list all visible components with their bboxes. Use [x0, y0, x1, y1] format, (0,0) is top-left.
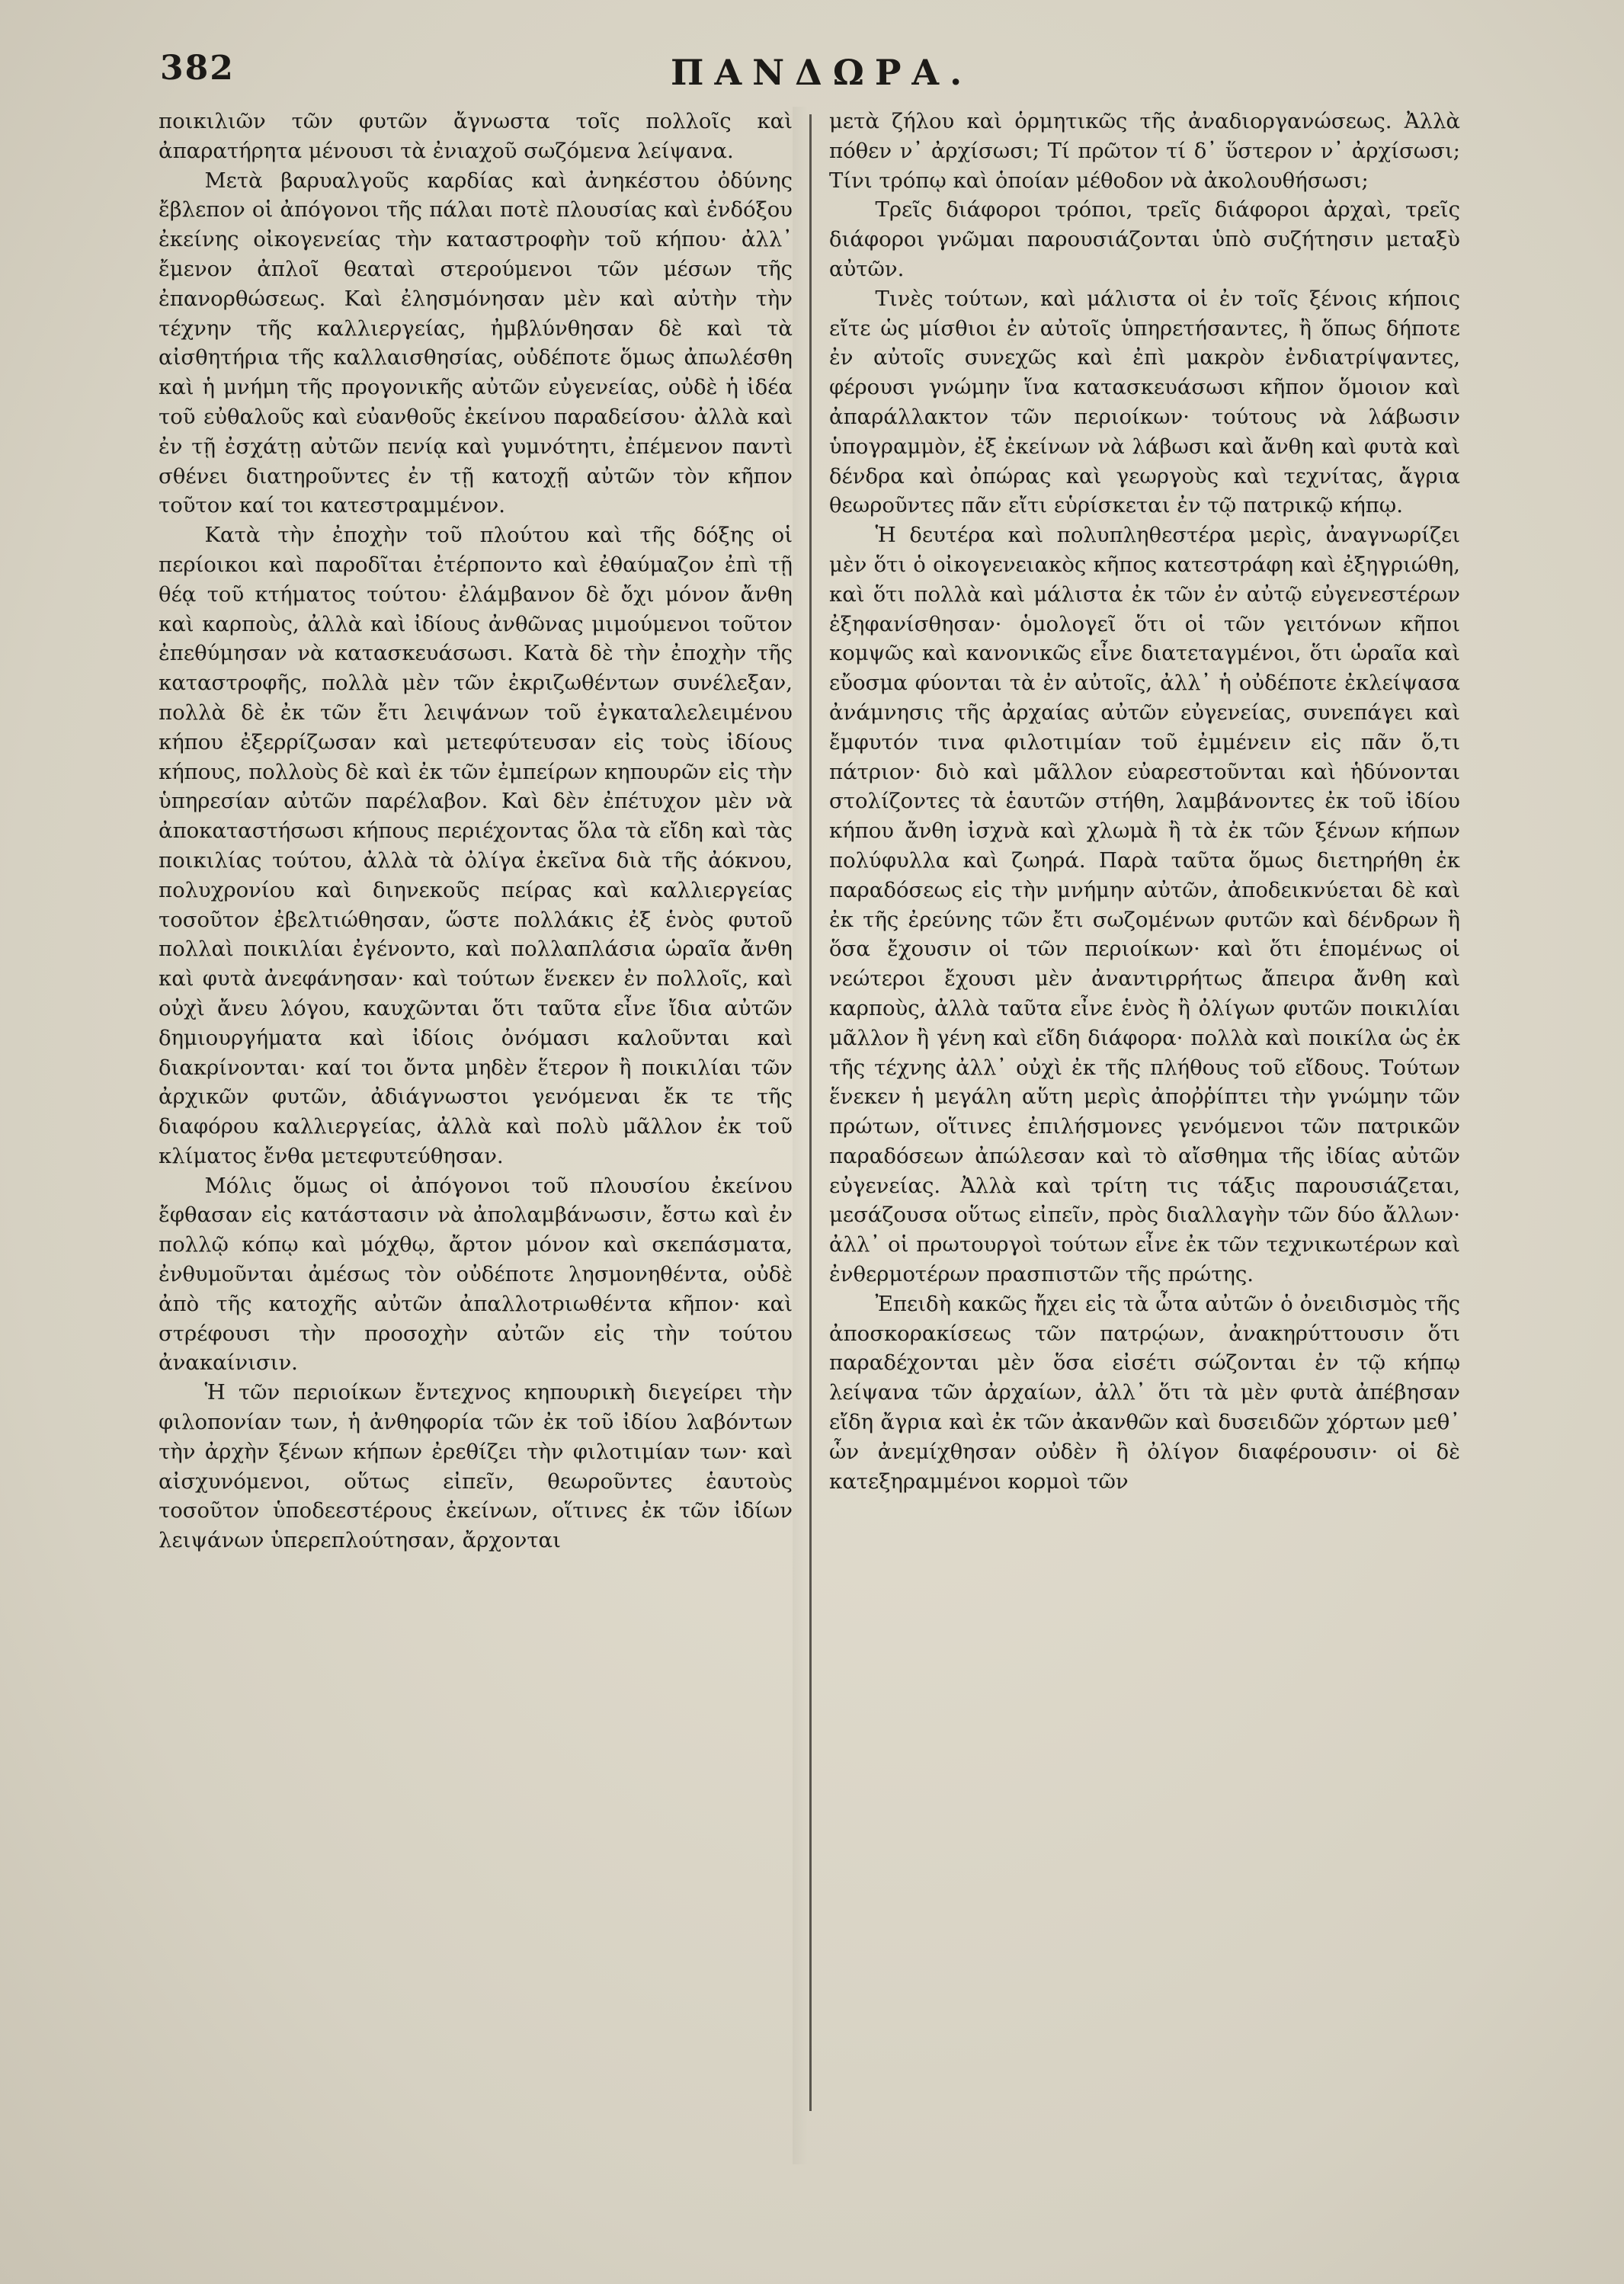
column-divider [809, 114, 812, 2111]
running-title: ΠΑΝΔΩΡΑ. [671, 52, 973, 93]
paragraph: Τρεῖς διάφοροι τρόποι, τρεῖς διάφοροι ἀρχαὶ, τρεῖς διάφοροι γνῶμαι παρουσιάζονται ὑπὸ συζήτησιν μεταξὺ αὐτῶν. [829, 197, 1460, 281]
paragraph: Ἡ δευτέρα καὶ πολυπληθεστέρα μερὶς, ἀναγνωρίζει μὲν ὅτι ὁ οἰκογενειακὸς κῆπος κατεστράφη καὶ ἐξηγριώθη, καὶ ὅτι πολλὰ καὶ μάλιστα ἐκ τῶν ἐν αὐτῷ εὐγενεστέρων ἐξηφανίσθησαν· ὁμολογεῖ ὅτι οἱ τῶν γειτόνων κῆποι κομψῶς καὶ κανονικῶς εἶνε διατεταγμένοι, ὅτι ὡραῖα καὶ εὔοσμα φύονται τὰ ἐν αὐτοῖς, ἀλλ᾽ ἡ οὐδέποτε ἐκλείψασα ἀνάμνησις τῆς ἀρχαίας αὐτῶν εὐγενείας, συνεπάγει καὶ ἔμφυτόν τινα φιλοτιμίαν τοῦ ἐμμένειν εἰς πᾶν ὅ,τι πάτριον· διὸ καὶ μᾶλλον εὐαρεστοῦνται καὶ ἡδύνονται στολίζοντες τὰ ἑαυτῶν στήθη, λαμβάνοντες ἐκ τοῦ ἰδίου κήπου ἄνθη ἰσχνὰ καὶ χλωμὰ ἢ τὰ ἐκ τῶν ξένων κήπων πολύφυλλα καὶ ζωηρά. Παρὰ ταῦτα ὅμως διετηρήθη ἐκ παραδόσεως εἰς τὴν μνήμην αὐτῶν, ἀποδεικνύεται δὲ καὶ ἐκ τῆς ἐρεύνης τῶν ἔτι σωζομένων φυτῶν καὶ δένδρων ἢ ὅσα ἔχουσιν οἱ τῶν περιοίκων· καὶ ὅτι ἑπομένως οἱ νεώτεροι ἔχουσι μὲν ἀναντιρρήτως ἄπειρα ἄνθη καὶ καρποὺς, ἀλλὰ ταῦτα εἶνε ἑνὸς ἢ ὀλίγων φυτῶν ποικιλίαι μᾶλλον ἢ γένη καὶ εἴδη διάφορα· πολλὰ καὶ ποικίλα ὡς ἐκ τῆς τέχνης ἀλλ᾽ οὐχὶ ἐκ τῆς πλήθους τοῦ εἴδους. Τούτων ἕνεκεν ἡ μεγάλη αὕτη μερὶς ἀποῤῥίπτει τὴν γνώμην τῶν πρώτων, οἵτινες ἐπιλήσμονες γενόμενοι τῶν πατρικῶν παραδόσεων ἀπώλεσαν καὶ τὸ αἴσθημα τῆς ἰδίας αὐτῶν εὐγενείας. Ἀλλὰ καὶ τρίτη τις τάξις παρουσιάζεται, μεσάζουσα οὕτως εἰπεῖν, πρὸς διαλλαγὴν τῶν δύο ἄλλων· ἀλλ᾽ οἱ πρωτουργοὶ τούτων εἶνε ἐκ τῶν τεχνικωτέρων καὶ ἐνθερμοτέρων πρασπιστῶν τῆς πρώτης. [829, 523, 1460, 1287]
paragraph: ποικιλιῶν τῶν φυτῶν ἄγνωστα τοῖς πολλοῖς καὶ ἀπαρατήρητα μένουσι τὰ ἐνιαχοῦ σωζόμενα λείψανα. [159, 109, 793, 163]
left-column [159, 107, 793, 1555]
paragraph: Ἐπειδὴ κακῶς ἤχει εἰς τὰ ὦτα αὐτῶν ὁ ὀνειδισμὸς τῆς ἀποσκορακίσεως τῶν πατρῴων, ἀνακηρύττουσιν ὅτι παραδέχονται μὲν ὅσα εἰσέτι σώζονται ἐν τῷ κήπῳ λείψανα τῶν ἀρχαίων, ἀλλ᾽ ὅτι τὰ μὲν φυτὰ ἀπέβησαν εἴδη ἄγρια καὶ ἐκ τῶν ἀκανθῶν καὶ δυσειδῶν χόρτων μεθ᾽ ὧν ἀνεμίχθησαν οὐδὲν ἢ ὀλίγον διαφέρουσιν· οἱ δὲ κατεξηραμμένοι κορμοὶ τῶν [829, 1291, 1460, 1494]
paragraph: μετὰ ζήλου καὶ ὁρμητικῶς τῆς ἀναδιοργανώσεως. Ἀλλὰ πόθεν ν᾽ ἀρχίσωσι; Τί πρῶτον τί δ᾽ ὕστερον ν᾽ ἀρχίσωσι; Τίνι τρόπῳ καὶ ὁποίαν μέθοδον νὰ ἀκολουθήσωσι; [829, 109, 1460, 193]
right-column [829, 107, 1460, 1496]
paragraph: Μόλις ὅμως οἱ ἀπόγονοι τοῦ πλουσίου ἐκείνου ἔφθασαν εἰς κατάστασιν νὰ ἀπολαμβάνωσιν, ἔστω καὶ ἐν πολλῷ κόπῳ καὶ μόχθῳ, ἄρτον μόνον καὶ σκεπάσματα, ἐνθυμοῦνται ἀμέσως τὸν οὐδέποτε λησμονηθέντα, οὐδὲ ἀπὸ τῆς κατοχῆς αὐτῶν ἀπαλλοτριωθέντα κῆπον· καὶ στρέφουσι τὴν προσοχὴν αὐτῶν εἰς τὴν τούτου ἀνακαίνισιν. [159, 1173, 793, 1376]
paragraph: Τινὲς τούτων, καὶ μάλιστα οἱ ἐν τοῖς ξένοις κήποις εἴτε ὡς μίσθιοι ἐν αὐτοῖς ὑπηρετήσαντες, ἢ ὅπως δήποτε ἐν αὐτοῖς συνεχῶς καὶ ἐπὶ μακρὸν ἐνδιατρίψαντες, φέρουσι γνώμην ἵνα κατασκευάσωσι κῆπον ὅμοιον καὶ ἀπαράλλακτον τῶν περιοίκων· τούτους νὰ λάβωσιν ὑπογραμμὸν, ἐξ ἐκείνων νὰ λάβωσι καὶ ἄνθη καὶ φυτὰ καὶ δένδρα καὶ ὀπώρας καὶ γεωργοὺς καὶ τεχνίτας, ἄγρια θεωροῦντες πᾶν εἴτι εὑρίσκεται ἐν τῷ πατρικῷ κήπῳ. [829, 286, 1460, 518]
paragraph: Κατὰ τὴν ἐποχὴν τοῦ πλούτου καὶ τῆς δόξης οἱ περίοικοι καὶ παροδῖται ἐτέρποντο καὶ ἐθαύμαζον ἐπὶ τῇ θέᾳ τοῦ κτήματος τούτου· ἐλάμβανον δὲ ὄχι μόνον ἄνθη καὶ καρποὺς, ἀλλὰ καὶ ἰδίους ἀνθῶνας μιμούμενοι τοῦτον ἐπεθύμησαν νὰ κατασκευάσωσι. Κατὰ δὲ τὴν ἐποχὴν τῆς καταστροφῆς, πολλὰ μὲν τῶν ἐκριζωθέντων συνέλεξαν, πολλὰ δὲ ἐκ τῶν ἔτι λειψάνων τοῦ ἐγκαταλελειμένου κήπου ἐξερρίζωσαν καὶ μετεφύτευσαν εἰς τοὺς ἰδίους κήπους, πολλοὺς δὲ καὶ ἐκ τῶν ἐμπείρων κηπουρῶν εἰς τὴν ὑπηρεσίαν αὐτῶν παρέλαβον. Καὶ δὲν ἐπέτυχον μὲν νὰ ἀποκαταστήσωσι κήπους περιέχοντας ὅλα τὰ εἴδη καὶ τὰς ποικιλίας τούτου, ἀλλὰ τὰ ὀλίγα ἐκεῖνα διὰ τῆς ἀόκνου, πολυχρονίου καὶ διηνεκοῦς πείρας καὶ καλλιεργείας τοσοῦτον ἐβελτιώθησαν, ὥστε πολλάκις ἐξ ἑνὸς φυτοῦ πολλαὶ ποικιλίαι ἐγένοντο, καὶ πολλαπλάσια ὡραῖα ἄνθη καὶ φυτὰ ἀνεφάνησαν· καὶ τούτων ἕνεκεν ἐν πολλοῖς, καὶ οὐχὶ ἄνευ λόγου, καυχῶνται ὅτι ταῦτα εἶνε ἴδια αὐτῶν δημιουργήματα καὶ ἰδίοις ὀνόμασι καλοῦνται καὶ διακρίνονται· καί τοι ὄντα μηδὲν ἕτερον ἢ ποικιλίαι τῶν ἀρχικῶν φυτῶν, ἀδιάγνωστοι γενόμεναι ἔκ τε τῆς διαφόρου καλλιεργείας, ἀλλὰ καὶ πολὺ μᾶλλον ἐκ τοῦ κλίματος ἔνθα μετεφυτεύθησαν. [159, 523, 793, 1168]
paragraph: Ἡ τῶν περιοίκων ἔντεχνος κηπουρικὴ διεγείρει τὴν φιλοπονίαν των, ἡ ἀνθηφορία τῶν ἐκ τοῦ ἰδίου λαβόντων τὴν ἀρχὴν ξένων κήπων ἐρεθίζει τὴν φιλοτιμίαν των· καὶ αἰσχυνόμενοι, οὕτως εἰπεῖν, θεωροῦντες ἑαυτοὺς τοσοῦτον ὑποδεεστέρους ἐκείνων, οἵτινες ἐκ τῶν ἰδίων λειψάνων ὑπερεπλούτησαν, ἄρχονται [159, 1380, 793, 1553]
paragraph: Μετὰ βαρυαλγοῦς καρδίας καὶ ἀνηκέστου ὀδύνης ἔβλεπον οἱ ἀπόγονοι τῆς πάλαι ποτὲ πλουσίας καὶ ἐνδόξου ἐκείνης οἰκογενείας τὴν καταστροφὴν τοῦ κήπου· ἀλλ᾽ ἔμενον ἀπλοῖ θεαταὶ στερούμενοι τῶν μέσων τῆς ἐπανορθώσεως. Καὶ ἐλησμόνησαν μὲν καὶ αὐτὴν τὴν τέχνην τῆς καλλιεργείας, ἠμβλύνθησαν δὲ καὶ τὰ αἰσθητήρια τῆς καλλαισθησίας, οὐδέποτε ὅμως ἀπωλέσθη καὶ ἡ μνήμη τῆς προγονικῆς αὐτῶν εὐγενείας, οὐδὲ ἡ ἰδέα τοῦ εὐθαλοῦς καὶ εὐανθοῦς ἐκείνου παραδείσου· ἀλλὰ καὶ ἐν τῇ ἐσχάτῃ αὐτῶν πενίᾳ καὶ γυμνότητι, ἐπέμενον παντὶ σθένει διατηροῦντες ἐν τῇ κατοχῇ αὐτῶν τὸν κῆπον τοῦτον καί τοι κατεστραμμένον. [159, 168, 793, 518]
gutter-shade [793, 107, 808, 2164]
page-header [152, 46, 1571, 99]
page-number: 382 [160, 49, 235, 88]
